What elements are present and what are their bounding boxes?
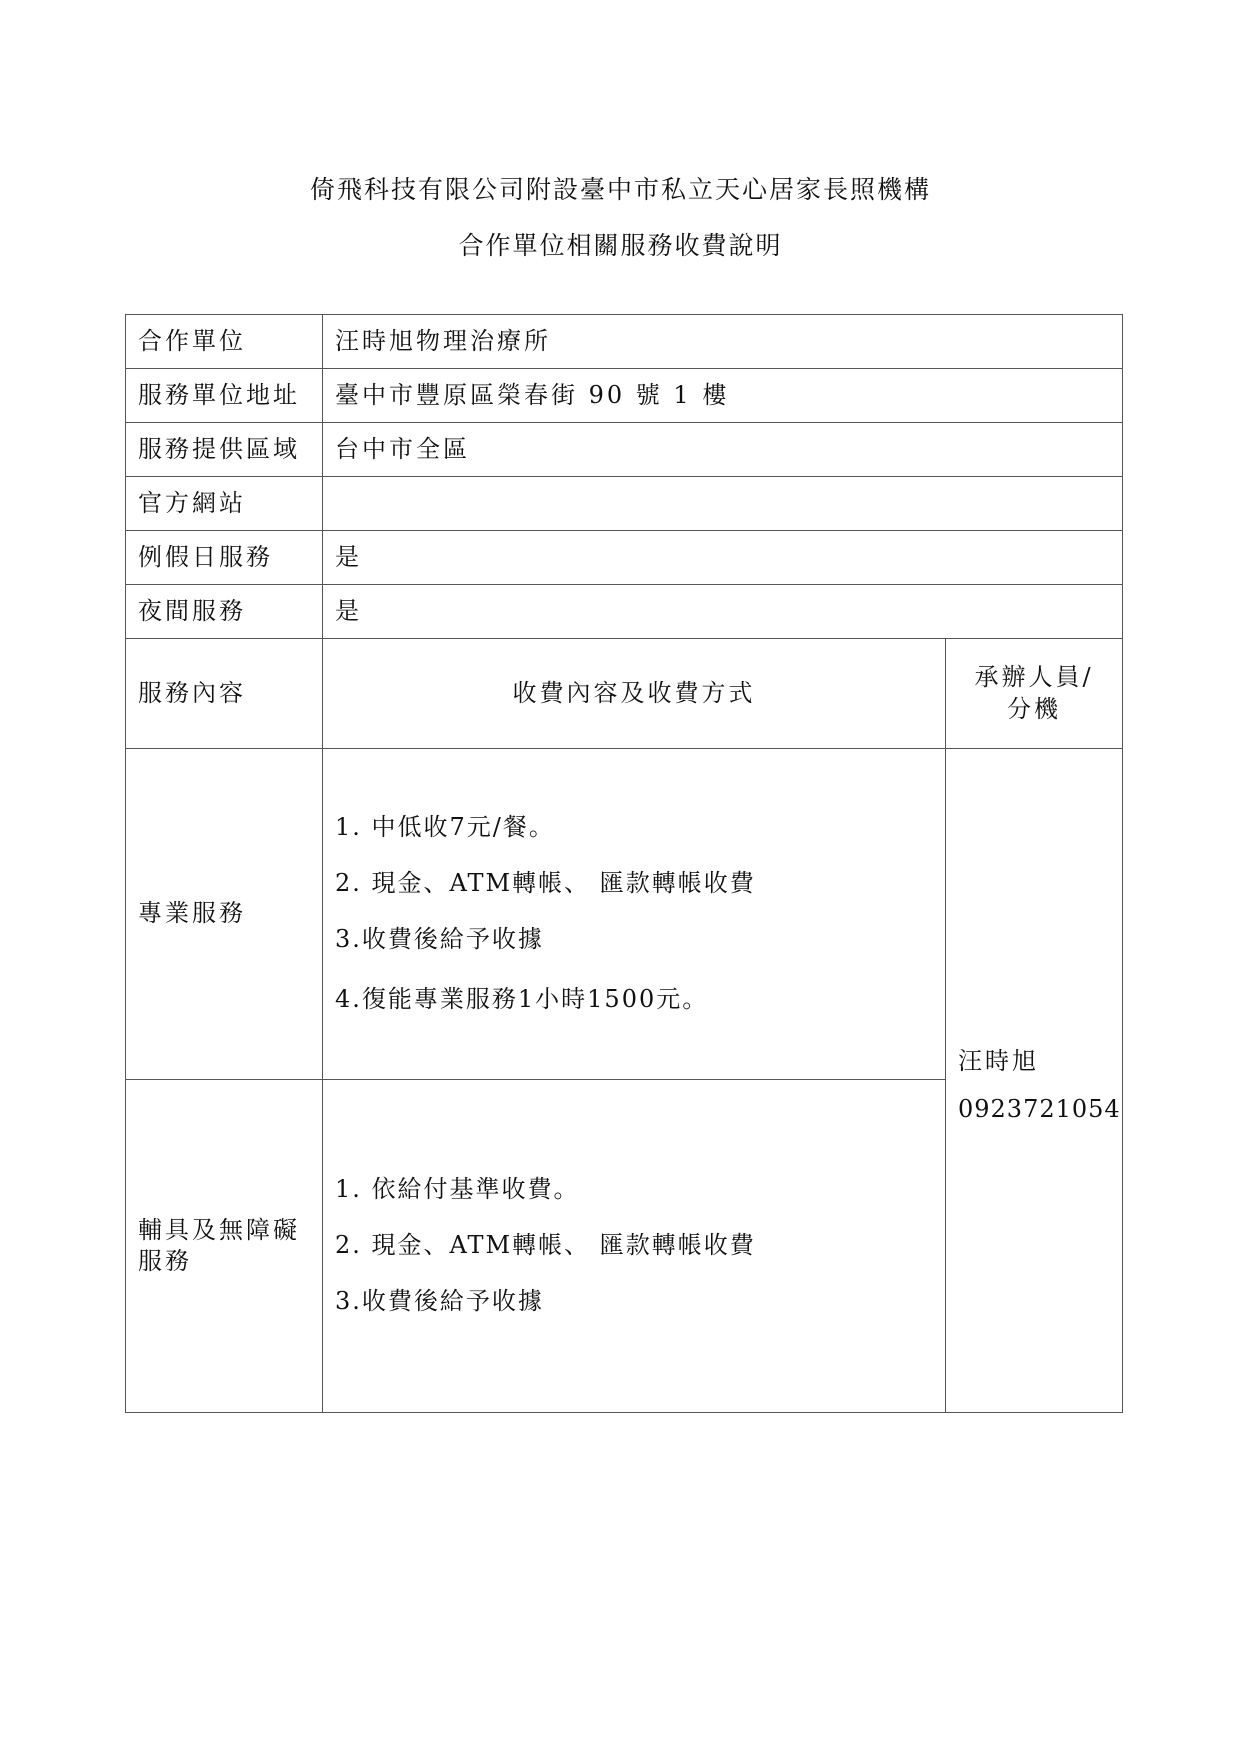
- fee-list-assistive: [323, 1080, 946, 1413]
- value-partner-unit: 汪時旭物理治療所: [323, 315, 1123, 369]
- service-name-assistive-line2: 服務: [138, 1247, 192, 1275]
- value-service-address: 臺中市豐原區榮春街 90 號 1 樓: [323, 369, 1123, 423]
- document-subtitle: 合作單位相關服務收費說明: [458, 231, 783, 260]
- label-partner-unit: 合作單位: [126, 315, 323, 369]
- list-item: 2. 現金、ATM轉帳、 匯款轉帳收費: [335, 869, 756, 897]
- list-item: 2. 現金、ATM轉帳、 匯款轉帳收費: [335, 1231, 756, 1259]
- document-title: 倚飛科技有限公司附設臺中市私立天心居家長照機構: [309, 175, 931, 204]
- table-header-row: [126, 639, 1123, 749]
- header-contact: [946, 639, 1123, 749]
- table-row: [126, 585, 1123, 639]
- list-item: 1. 依給付基準收費。: [335, 1175, 580, 1203]
- header-fee-content: 收費內容及收費方式: [323, 639, 946, 749]
- value-holiday-service: 是: [323, 531, 1123, 585]
- fee-list-professional: [323, 749, 946, 1080]
- list-item: 3.收費後給予收據: [335, 1287, 544, 1315]
- header-contact-line2: 分機: [1007, 694, 1061, 723]
- label-official-website: 官方網站: [126, 477, 323, 531]
- table-row: [126, 315, 1123, 369]
- contact-name: 汪時旭: [958, 1046, 1039, 1075]
- list-item: 3.收費後給予收據: [335, 925, 544, 953]
- list-item: 1. 中低收7元/餐。: [335, 813, 555, 841]
- table-row: [126, 749, 1123, 1080]
- service-name-assistive-line1: 輔具及無障礙: [138, 1215, 300, 1244]
- service-fee-table: [125, 314, 1123, 1413]
- value-official-website: [323, 477, 1123, 531]
- table-row: [126, 477, 1123, 531]
- contact-cell: [946, 749, 1123, 1413]
- value-night-service: 是: [323, 585, 1123, 639]
- header-contact-line1: 承辦人員/: [974, 663, 1094, 692]
- table-row: [126, 531, 1123, 585]
- header-service-content: 服務內容: [126, 639, 323, 749]
- label-night-service: 夜間服務: [126, 585, 323, 639]
- label-service-area: 服務提供區域: [126, 423, 323, 477]
- list-item: 4.復能專業服務1小時1500元。: [335, 985, 709, 1013]
- contact-phone: 0923721054: [958, 1094, 1121, 1123]
- label-holiday-service: 例假日服務: [126, 531, 323, 585]
- service-name-professional: 專業服務: [126, 749, 323, 1080]
- table-row: [126, 369, 1123, 423]
- value-service-area: 台中市全區: [323, 423, 1123, 477]
- label-service-address: 服務單位地址: [126, 369, 323, 423]
- table-row: [126, 423, 1123, 477]
- service-name-assistive: [126, 1080, 323, 1413]
